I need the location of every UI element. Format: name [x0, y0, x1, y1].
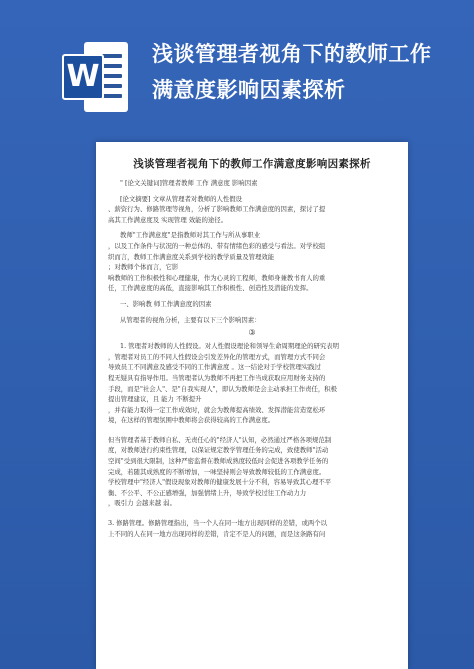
- paragraph-human-nature: [108, 341, 396, 426]
- page-title-line-1: 浅谈管理者视角下的教师工作: [152, 42, 432, 66]
- intro-line: 任，工作满意度的高低，直接影响其工作积极性、创造性及潜能的发挥。: [108, 284, 313, 293]
- paragraph-road-management: [108, 518, 396, 539]
- intro-line: 织而言，教师工作满意度关系到学校的教学质量及管理效能: [108, 252, 275, 261]
- section-intro: 从管理者的视角分析，主要有以下三个影响因素：: [120, 315, 261, 324]
- intro-line: ；对教师个体而言，它影: [108, 263, 179, 272]
- paragraph-line: 上不同的人在同一地方出现同样的差错，肯定不是人的问题，而是这条路有问: [108, 529, 326, 538]
- abstract-line: 、薪资行为、修路管理等视角，分析了影响教师工作满意度的因素，探讨了提: [108, 205, 326, 214]
- paragraph-line: ，管理者对员工的不同人性假设会引发差异化的管理方式，而管理方式不同会: [108, 352, 326, 361]
- document-title: 浅谈管理者视角下的教师工作满意度影响因素探析: [133, 158, 371, 170]
- page-title-line-2: 满意度影响因素探析: [152, 78, 346, 102]
- paragraph-economic-man: [108, 435, 396, 509]
- circled-number-mark: ③: [248, 328, 256, 338]
- intro-line: 响教师的工作积极性和心理健康，作为心灵的工程师，教师身兼教书育人的重: [108, 273, 326, 282]
- document-preview: [96, 142, 408, 669]
- paragraph-line: 境，在这样的管理氛围中教师将会获得较高的工作满意度。: [108, 416, 275, 425]
- paragraph-line: 完成，若随其成熟度的不断增加，一味坚持则会导致教师较低的工作满意度。: [108, 467, 326, 476]
- paragraph-line: 导致员工不同满意及感受不同的工作满意度 。这一结论对于学校管理实践过: [108, 363, 321, 372]
- keywords-line: " [论文关键词]管理者教师 工作 满意度 影响因素: [120, 179, 258, 187]
- abstract-line: [论文摘要] 文章从管理者对教师的人性假设: [120, 194, 243, 203]
- intro-paragraph: [108, 230, 396, 294]
- page-title: [152, 36, 452, 108]
- intro-line: ，以及工作条件与状况的一种总体的、带有情绪色彩的感受与看法。对学校组: [108, 241, 326, 250]
- paragraph-line: 空间"受到很大限制，这种严密监督在教师成熟度较低时会促进各项教学任务的: [108, 457, 329, 466]
- paragraph-line: 但当管理者基于教师自私、无责任心的"经济人"认知，必然通过严格各项规范制: [108, 435, 332, 444]
- page-header: [0, 0, 474, 130]
- paragraph-line: ，吸引力 会越来越 弱。: [108, 499, 176, 508]
- paragraph-line: 衡、不公平、不公正感增强，加强情绪上升，导致学校过往工作动力力: [108, 488, 307, 497]
- section-heading: 一、影响教 师工作满意度的因素: [120, 299, 212, 308]
- word-w-badge: W: [62, 54, 104, 100]
- paragraph-line: 程无疑具有指导作用。当管理者认为教师不再把工作当成获取应用财务支持的: [108, 373, 326, 382]
- paragraph-line: 1. 管理者对教师的人性假设。对人性假设理论和领导生命周期理论的研究表明: [120, 342, 340, 351]
- paragraph-line: 提出管理建议，且 能力 不断提升: [108, 395, 202, 404]
- document-body: [108, 156, 396, 539]
- abstract-line: 高其工作满意度及 实现管理 效能的途径。: [108, 215, 228, 224]
- intro-line: 教师"工作满意度"是指教师对其工作与所从事职业: [120, 231, 261, 240]
- paragraph-line: 3. 修路管理。修路管理指出，当一个人在同一地方出现同样的差错，或两个以: [108, 519, 328, 528]
- word-document-icon: [62, 42, 128, 112]
- paragraph-line: 学校管理中"经济人"假设现象对教师的健康发展十分不利，容易导致其心理不平: [108, 478, 332, 487]
- paragraph-line: 度，对教师进行约束性管理，以保证规定教学管理任务的完成，致使教师"活动: [108, 446, 329, 455]
- paragraph-line: 手段，而是"社会人"、是"自我实现人"，即认为教师是会主动承担工作责任，积极: [108, 384, 338, 393]
- paragraph-line: ，并有能力取得一定工作成效时，就会为教师提高绩效、发挥潜能营造宽松环: [108, 405, 326, 414]
- abstract-block: [108, 194, 396, 226]
